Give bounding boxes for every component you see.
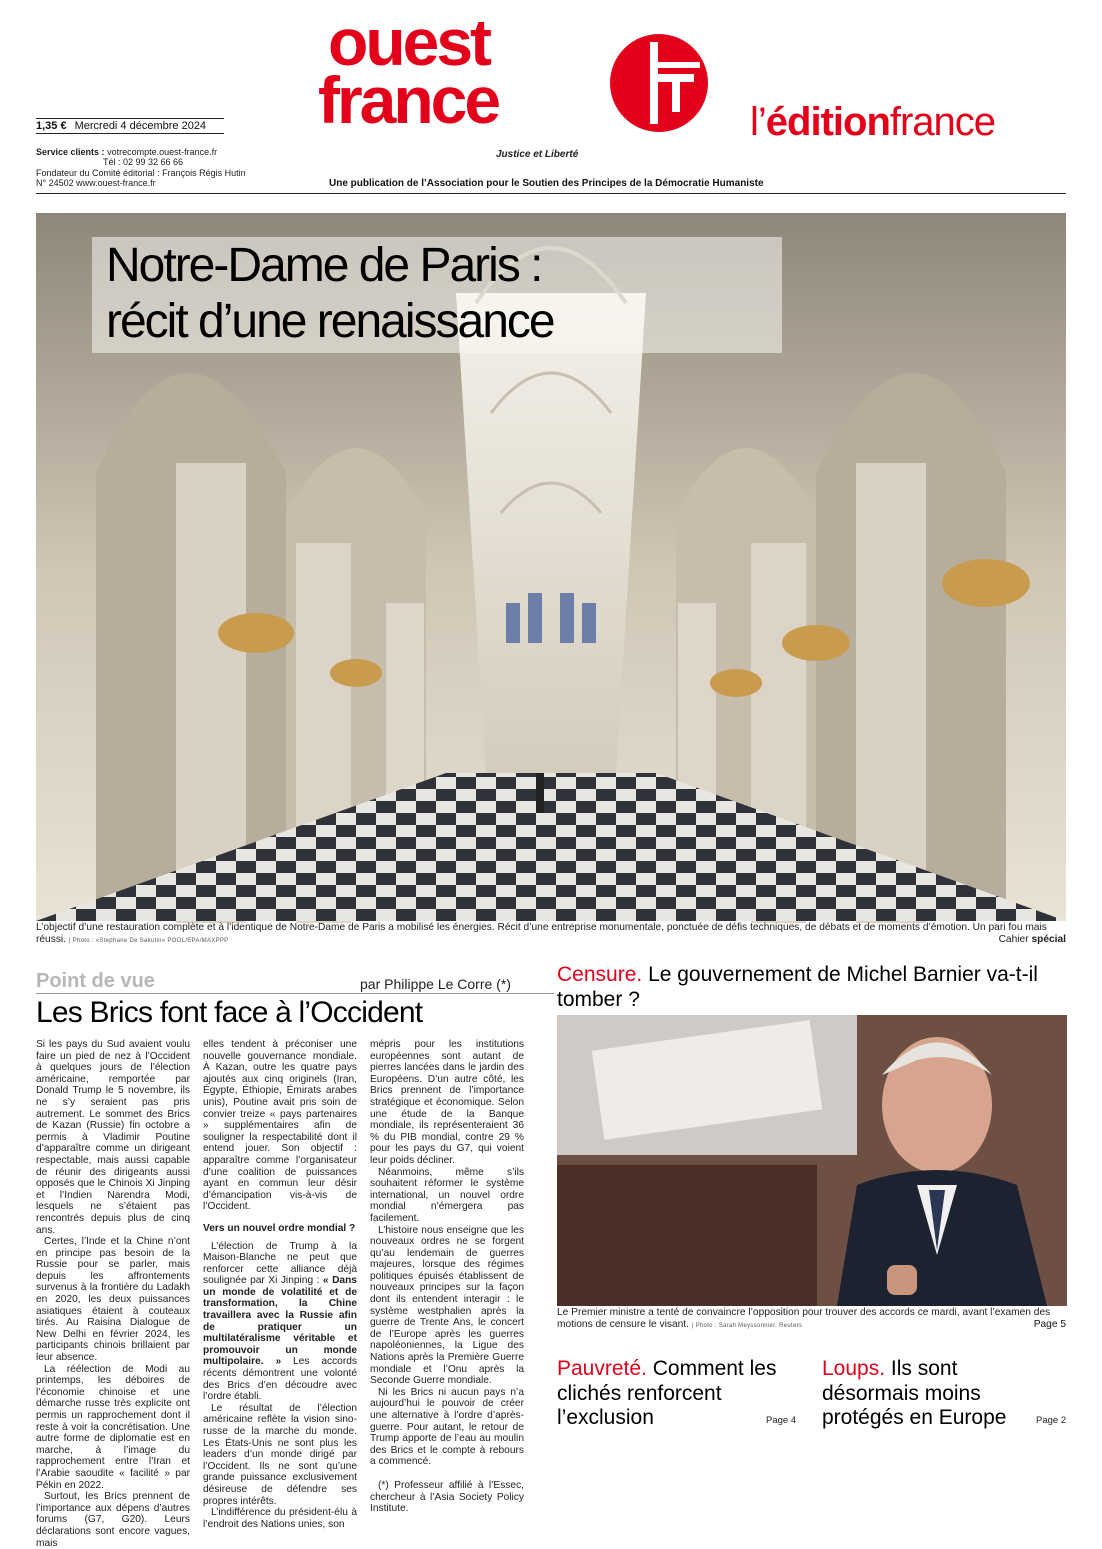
founder-line: Fondateur du Comité éditorial : François Régis Hutin	[36, 167, 246, 178]
article-paragraph: L’indifférence du président-élu à l’endroit des Nations unies, son	[203, 1507, 357, 1530]
teaser-pauvrete[interactable]	[557, 1357, 787, 1431]
publication-line: Une publication de l’Association pour le Soutien des Principes de la Démocratie Humaniste	[329, 178, 764, 189]
edition-title	[750, 100, 995, 145]
article-paragraph: La réélection de Modi au printemps, les déboires de l’économie chinoise et une démarche russe très explicite ont permis un rapprochement dont il reste à voir la concrétisation. Une autre forme de diplomatie est en marche, à l’image du rapprochement entre l’Iran et l’Arabie saoudite « facilité » par Pékin en 2022.	[36, 1363, 190, 1491]
main-headline[interactable]	[106, 238, 554, 350]
censure-caption-text: Le Premier ministre a tenté de convaincre l’opposition pour trouver des accords ce mardi, avant l’examen des motions de censure le visant.	[557, 1307, 1051, 1330]
logo-emblem-icon	[610, 34, 708, 132]
article-subhead: Vers un nouvel ordre mondial ?	[203, 1222, 356, 1234]
censure-kicker: Censure.	[557, 963, 643, 986]
article-column-1	[36, 1039, 190, 1549]
service-info	[36, 147, 246, 189]
teaser-title: Comment les clichés renforcent l’exclusion	[557, 1357, 777, 1429]
cahier-prefix: Cahier	[998, 934, 1029, 945]
teaser-kicker: Pauvreté.	[557, 1357, 647, 1380]
barnier-photo[interactable]	[557, 1015, 1067, 1306]
xi-quote: « Dans un monde de volatilité et de transformation, la Chine travaillera avec la Russie afin de pratiquer un multilatéralisme véritable et promouvoir un monde multipolaire. »	[203, 1275, 357, 1368]
teaser-title: Ils sont désormais moins protégés en Europe	[822, 1357, 1007, 1429]
article-author: par Philippe Le Corre (*)	[360, 976, 511, 992]
point-de-vue-kicker: Point de vue	[36, 970, 155, 992]
service-tel: Tél : 02 99 32 66 66	[103, 157, 184, 168]
price-date-bar	[36, 118, 224, 134]
teaser-page-ref[interactable]: Page 4	[766, 1415, 797, 1426]
section-rule	[36, 993, 554, 994]
service-label: Service clients :	[36, 147, 105, 157]
cahier-bold: spécial	[1031, 934, 1066, 945]
masthead-rule	[36, 193, 1066, 194]
cahier-special-ref[interactable]	[999, 934, 1066, 945]
article-paragraph: Certes, l’Inde et la Chine n’ont en principe pas besoin de la Russie pour se parler, mais depuis les affrontements survenus à la frontière du Ladakh en 2020, les deux puissances asiatiques étaient à couteaux tirés. Au Raisina Dialogue de New Delhi en février 2024, les participants chinois brillaient par leur absence.	[36, 1236, 190, 1364]
article-paragraph: Le résultat de l’élection américaine reflète la vision sino-russe de la marche du monde. Les États-Unis ne sont plus les leaders d’un monde dirigé par l’Occident. Ils ne sont qu’une grande puissance exclusivement désireuse de défendre ses propres intérêts.	[203, 1402, 357, 1507]
article-column-2	[203, 1039, 357, 1530]
censure-photo-credit: | Photo : Sarah Meyssonnier. Reuters	[691, 1323, 803, 1329]
article-paragraph: Ni les Brics ni aucun pays n’a aujourd’hui le pouvoir de créer une alternative à l’ordre d’après-guerre. Pour autant, le retour de Trump apporte de l’eau au moulin des Brics et le compte à rebours a commencé.	[370, 1386, 524, 1468]
censure-caption	[557, 1307, 1067, 1332]
logo-word-france: france	[318, 63, 499, 137]
article-title[interactable]: Les Brics font face à l’Occident	[36, 996, 423, 1029]
article-paragraph: mépris pour les institutions européennes sont autant de pierres lancées dans le jardin des Européens. D’un autre côté, les Brics prennent de l’importance stratégique et économique. Selon une étude de la Banque mondiale, ils représenteraient 36 % du PIB mondial, contre 29 % pour les pays du G7, qui voient leur poids décliner.	[370, 1039, 524, 1166]
logo-word-ouest: ouest	[328, 5, 490, 79]
censure-page-ref[interactable]: Page 5	[1033, 1319, 1066, 1330]
teaser-loups[interactable]	[822, 1357, 1042, 1431]
hero-caption-text: L’objectif d’une restauration complète et à l’identique de Notre-Dame de Paris a mobilisé les énergies. Récit d’une entreprise monumentale, ponctuée de défis techniques, de débats et de moments d’émotion. Un pari fou mais réussi.	[36, 922, 1047, 945]
headline-line-2: récit d’une renaissance	[106, 295, 554, 348]
article-paragraph: Surtout, les Brics prennent de l’importance aux dépens d’autres forums (G7, G20). Leurs déclarations sont encore vagues, mais	[36, 1491, 190, 1549]
censure-headline[interactable]	[557, 962, 1067, 1012]
price: 1,35 €	[36, 120, 67, 132]
headline-line-1: Notre-Dame de Paris :	[106, 239, 542, 292]
article-column-3	[370, 1039, 524, 1515]
article-paragraph: elles tendent à préconiser une nouvelle gouvernance mondiale. À Kazan, outre les quatre pays ajoutés aux cinq originels (Iran, Égypte, Éthiopie, Émirats arabes unis), Poutine avait pris soin de convier treize « pays partenaires » supplémentaires afin de souligner la respectabilité dont il entend jouer. Son objectif : apparaître comme l’organisateur d’une coalition de puissances ayant en commun leur désir d’émancipation vis-à-vis de l’Occident.	[203, 1039, 357, 1213]
author-note: (*) Professeur affilié à l’Essec, chercheur à l’Asia Society Policy Institute.	[370, 1479, 524, 1515]
ouest-france-logo[interactable]	[318, 5, 718, 142]
teaser-kicker: Loups.	[822, 1357, 886, 1380]
article-paragraph: Si les pays du Sud avaient voulu faire un pied de nez à l’Occident à quelques jours de l’élection américaine, remportée par Donald Trump le 5 novembre, ils ne s’y seraient pas pris autrement. Le sommet des Brics de Kazan (Russie) fin octobre a permis à Vladimir Poutine d’apparaître comme un dirigeant respectable, mais aussi capable de réunir des dirigeants aussi opposés que le Chinois Xi Jinping et l’Indien Narendra Modi, lesquels ne s’étaient pas rencontrés depuis plus de cinq ans.	[36, 1039, 190, 1236]
quote-tail: Les accords récents démontrent une volonté des Brics d’en découdre avec l’ordre établi.	[203, 1356, 357, 1403]
hero-photo-credit: | Photo : «Stephane De Sakutin» POOL/EPA/MAXPPP	[68, 938, 229, 944]
article-paragraph	[203, 1241, 357, 1403]
teaser-page-ref[interactable]: Page 2	[1036, 1415, 1067, 1426]
service-url[interactable]: votrecompte.ouest-france.fr	[107, 147, 218, 157]
edition-prefix: l’	[750, 100, 766, 144]
masthead-tagline: Justice et Liberté	[496, 149, 579, 160]
article-paragraph: L’histoire nous enseigne que les nouveaux ordres ne se forgent qu’au lendemain de guerres majeures, lorsque des régimes politiques épuisés établissent de nouveaux principes sur la façon dont ils entendent interagir : le système westphalien après la guerre de Trente Ans, le concert de l’Europe après les guerres napoléoniennes, la Ligue des Nations après la Première Guerre mondiale et l’Onu après la Seconde Guerre mondiale.	[370, 1224, 524, 1387]
edition-suffix: france	[889, 100, 996, 144]
edition-bold: édition	[765, 100, 890, 144]
issue-date: Mercredi 4 décembre 2024	[74, 120, 207, 132]
quote-lead: L’élection de Trump à la Maison-Blanche ne peut que renforcer cette alliance déjà soulignée par Xi Jinping :	[203, 1240, 357, 1287]
hero-caption	[36, 922, 1066, 947]
article-paragraph: Néanmoins, même s’ils souhaitent réformer le système international, un nouvel ordre mondial n’émergera pas facilement.	[370, 1166, 524, 1224]
censure-title: Le gouvernement de Michel Barnier va-t-il tomber ?	[557, 963, 1038, 1011]
issue-number: N° 24502 www.ouest-france.fr	[36, 178, 156, 189]
